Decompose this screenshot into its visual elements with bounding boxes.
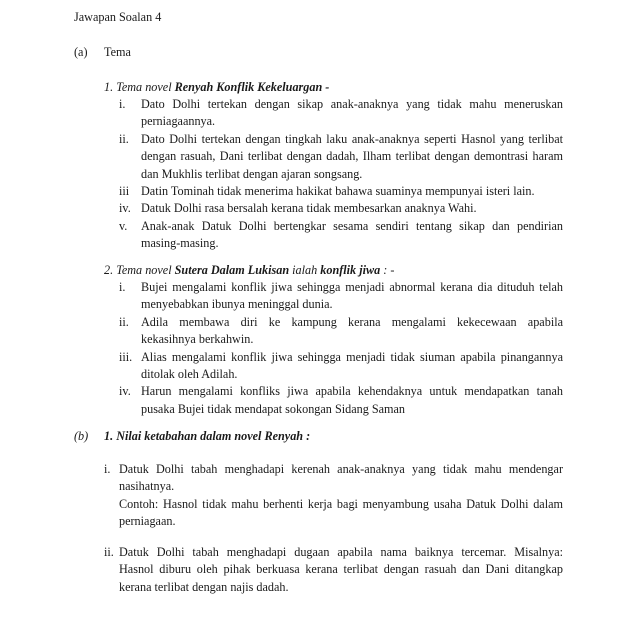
part2-bold-theme: konflik jiwa	[320, 263, 381, 277]
part1-item-roman: v.	[119, 218, 128, 233]
part1-item-roman: i.	[119, 97, 126, 111]
part1-heading	[104, 79, 329, 96]
part2-bold-title: Sutera Dalam Lukisan	[174, 263, 290, 277]
section-b-heading	[104, 428, 310, 445]
part2-item-line: Harun mengalami konfliks jiwa apabila kehendaknya untuk mendapatkan tanah	[141, 384, 563, 399]
part2-item-line: pusaka Bujei tidak mendapat sokongan Sidang Saman	[141, 401, 406, 416]
part2-item-roman: i.	[119, 280, 126, 294]
section-b-item-line: Hasnol diburu oleh pihak berkuasa kerana terlibat dengan rasuah dan Dani ditangkap	[119, 562, 563, 577]
part2-item-line: Alias mengalami konflik jiwa sehingga menjadi tidak siuman apabila pinangannya	[141, 349, 563, 364]
section-b-item-roman: ii.	[104, 545, 114, 559]
part1-bold-title: Renyah Konflik Kekeluargan -	[174, 80, 330, 94]
part1-prefix: Tema novel	[116, 80, 172, 94]
section-b-item-roman: i.	[104, 462, 111, 476]
part2-item-roman: ii.	[119, 314, 129, 329]
section-b-item-line: nasihatnya.	[119, 479, 175, 494]
section-b-item-line: Datuk Dolhi tabah menghadapi kerenah anak-anaknya yang tidak mahu mendengar	[119, 462, 563, 476]
part1-item-line: Anak-anak Datuk Dolhi bertengkar sesama sendiri tentang sikap dan pendirian	[141, 218, 563, 233]
section-a-label: (a)	[74, 45, 88, 59]
part2-middle: ialah	[292, 263, 318, 277]
section-b-number: 1.	[104, 429, 114, 443]
part2-item-line: ditolak oleh Adilah.	[141, 367, 238, 381]
part1-item-line: dan Mukhlis terlibat dengan ajaran songsang.	[141, 166, 363, 181]
part2-suffix: : -	[383, 263, 395, 277]
part2-heading	[104, 262, 394, 279]
section-b-item-line: kerana terlibat dengan najis dadah.	[119, 579, 289, 594]
part1-item-line: dengan rasuah, Dani terlibat dengan dadah, Ilham terlibat dengan demontrasi haram	[141, 149, 563, 164]
part1-item-line: Dato Dolhi tertekan dengan sikap anak-anaknya yang tidak mahu meneruskan	[141, 97, 563, 111]
part1-item-line: Datuk Dolhi rasa bersalah kerana tidak membesarkan anaknya Wahi.	[141, 201, 477, 216]
part1-item-roman: ii.	[119, 131, 129, 146]
part2-number: 2.	[104, 263, 114, 277]
part2-item-roman: iii.	[119, 349, 133, 364]
part1-item-line: Datin Tominah tidak menerima hakikat bahawa suaminya mempunyai isteri lain.	[141, 184, 535, 198]
part2-prefix: Tema novel	[116, 263, 172, 277]
section-a-heading: Tema	[104, 45, 131, 59]
part2-item-roman: iv.	[119, 384, 131, 399]
part1-item-roman: iv.	[119, 201, 131, 216]
part2-item-line: menyebabkan ibunya meninggal dunia.	[141, 297, 333, 312]
section-b-item-line: Datuk Dolhi tabah menghadapi dugaan apabila nama baiknya tercemar. Misalnya:	[119, 545, 563, 559]
section-b-label: (b)	[74, 429, 89, 443]
part1-item-line: Dato Dolhi tertekan dengan tingkah laku anak-anaknya seperti Hasnol yang terlibat	[141, 131, 563, 146]
part1-item-line: masing-masing.	[141, 236, 219, 251]
section-b-title: Nilai ketabahan dalam novel Renyah :	[116, 429, 311, 443]
part2-item-line: kekasihnya berkahwin.	[141, 332, 254, 347]
document-title: Jawapan Soalan 4	[74, 10, 162, 24]
part1-number: 1.	[104, 80, 114, 94]
section-b-item-line: perniagaan.	[119, 514, 176, 529]
part1-item-roman: iii	[119, 184, 130, 198]
part1-item-line: perniagaannya.	[141, 114, 216, 129]
section-b-item-line: Contoh: Hasnol tidak mahu berhenti kerja bagi menyambung usaha Datuk Dolhi dalam	[119, 496, 563, 511]
part2-item-line: Adila membawa diri ke kampung kerana mengalami kekecewaan apabila	[141, 314, 563, 329]
part2-item-line: Bujei mengalami konflik jiwa sehingga menjadi abnormal kerana dia dituduh telah	[141, 280, 563, 294]
